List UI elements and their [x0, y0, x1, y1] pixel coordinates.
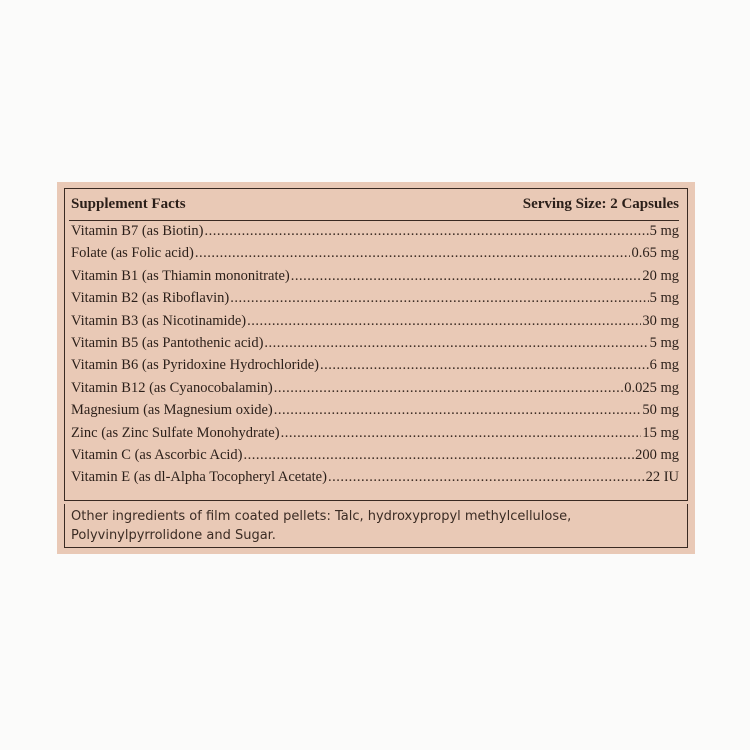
dot-leader — [204, 223, 648, 240]
nutrient-name: Zinc (as Zinc Sulfate Monohydrate) — [71, 424, 280, 441]
dot-leader — [274, 380, 624, 397]
facts-header — [69, 189, 679, 221]
nutrient-row — [69, 245, 679, 267]
nutrient-name: Folate (as Folic acid) — [71, 245, 194, 262]
nutrient-list — [69, 221, 679, 492]
dot-leader — [274, 402, 642, 419]
nutrient-amount: 0.025 mg — [624, 379, 679, 396]
dot-leader — [328, 469, 645, 486]
dot-leader — [320, 357, 649, 374]
nutrient-row — [69, 357, 679, 379]
dot-leader — [195, 245, 631, 262]
nutrient-row — [69, 380, 679, 402]
dot-leader — [291, 268, 642, 285]
nutrient-row — [69, 402, 679, 424]
nutrient-amount: 5 mg — [649, 223, 679, 239]
nutrient-name: Vitamin B6 (as Pyridoxine Hydrochloride) — [71, 357, 320, 374]
nutrient-amount: 50 mg — [642, 402, 679, 419]
nutrient-name: Vitamin B12 (as Cyanocobalamin) — [71, 379, 273, 396]
other-ingredients: Other ingredients of film coated pellets: Talc, hydroxypropyl methylcellulose, Polyvinylpyrrolidone and Sugar. — [64, 504, 688, 548]
nutrient-row — [69, 268, 679, 290]
nutrient-row — [69, 313, 679, 335]
nutrient-name: Vitamin B1 (as Thiamin mononitrate) — [71, 267, 290, 284]
nutrient-name: Vitamin B5 (as Pantothenic acid) — [71, 334, 264, 351]
dot-leader — [247, 313, 641, 330]
nutrient-row — [69, 425, 679, 447]
nutrient-row — [69, 290, 679, 312]
nutrient-amount: 20 mg — [642, 267, 679, 284]
nutrient-name: Vitamin B3 (as Nicotinamide) — [71, 312, 247, 329]
dot-leader — [264, 335, 648, 352]
nutrient-name: Vitamin E (as dl-Alpha Tocopheryl Acetate) — [71, 469, 327, 486]
supplement-label — [57, 182, 695, 554]
serving-size: Serving Size: 2 Capsules — [522, 196, 679, 212]
nutrient-amount: 0.65 mg — [631, 245, 679, 262]
nutrient-amount: 5 mg — [649, 334, 679, 351]
nutrient-amount: 200 mg — [635, 446, 679, 463]
nutrient-amount: 5 mg — [649, 290, 679, 307]
supplement-facts-table — [64, 188, 688, 501]
nutrient-amount: 15 mg — [642, 424, 679, 441]
nutrient-amount: 30 mg — [642, 312, 679, 329]
nutrient-amount: 6 mg — [649, 357, 679, 374]
nutrient-name: Vitamin C (as Ascorbic Acid) — [71, 446, 243, 463]
nutrient-name: Magnesium (as Magnesium oxide) — [71, 402, 273, 419]
dot-leader — [281, 425, 642, 442]
dot-leader — [244, 447, 635, 464]
nutrient-amount: 22 IU — [645, 469, 679, 486]
nutrient-row — [69, 447, 679, 469]
nutrient-row — [69, 469, 679, 491]
nutrient-name: Vitamin B2 (as Riboflavin) — [71, 290, 230, 307]
dot-leader — [230, 290, 648, 307]
nutrient-row — [69, 335, 679, 357]
nutrient-row — [69, 223, 679, 245]
facts-title: Supplement Facts — [71, 196, 186, 212]
nutrient-name: Vitamin B7 (as Biotin) — [71, 223, 204, 239]
